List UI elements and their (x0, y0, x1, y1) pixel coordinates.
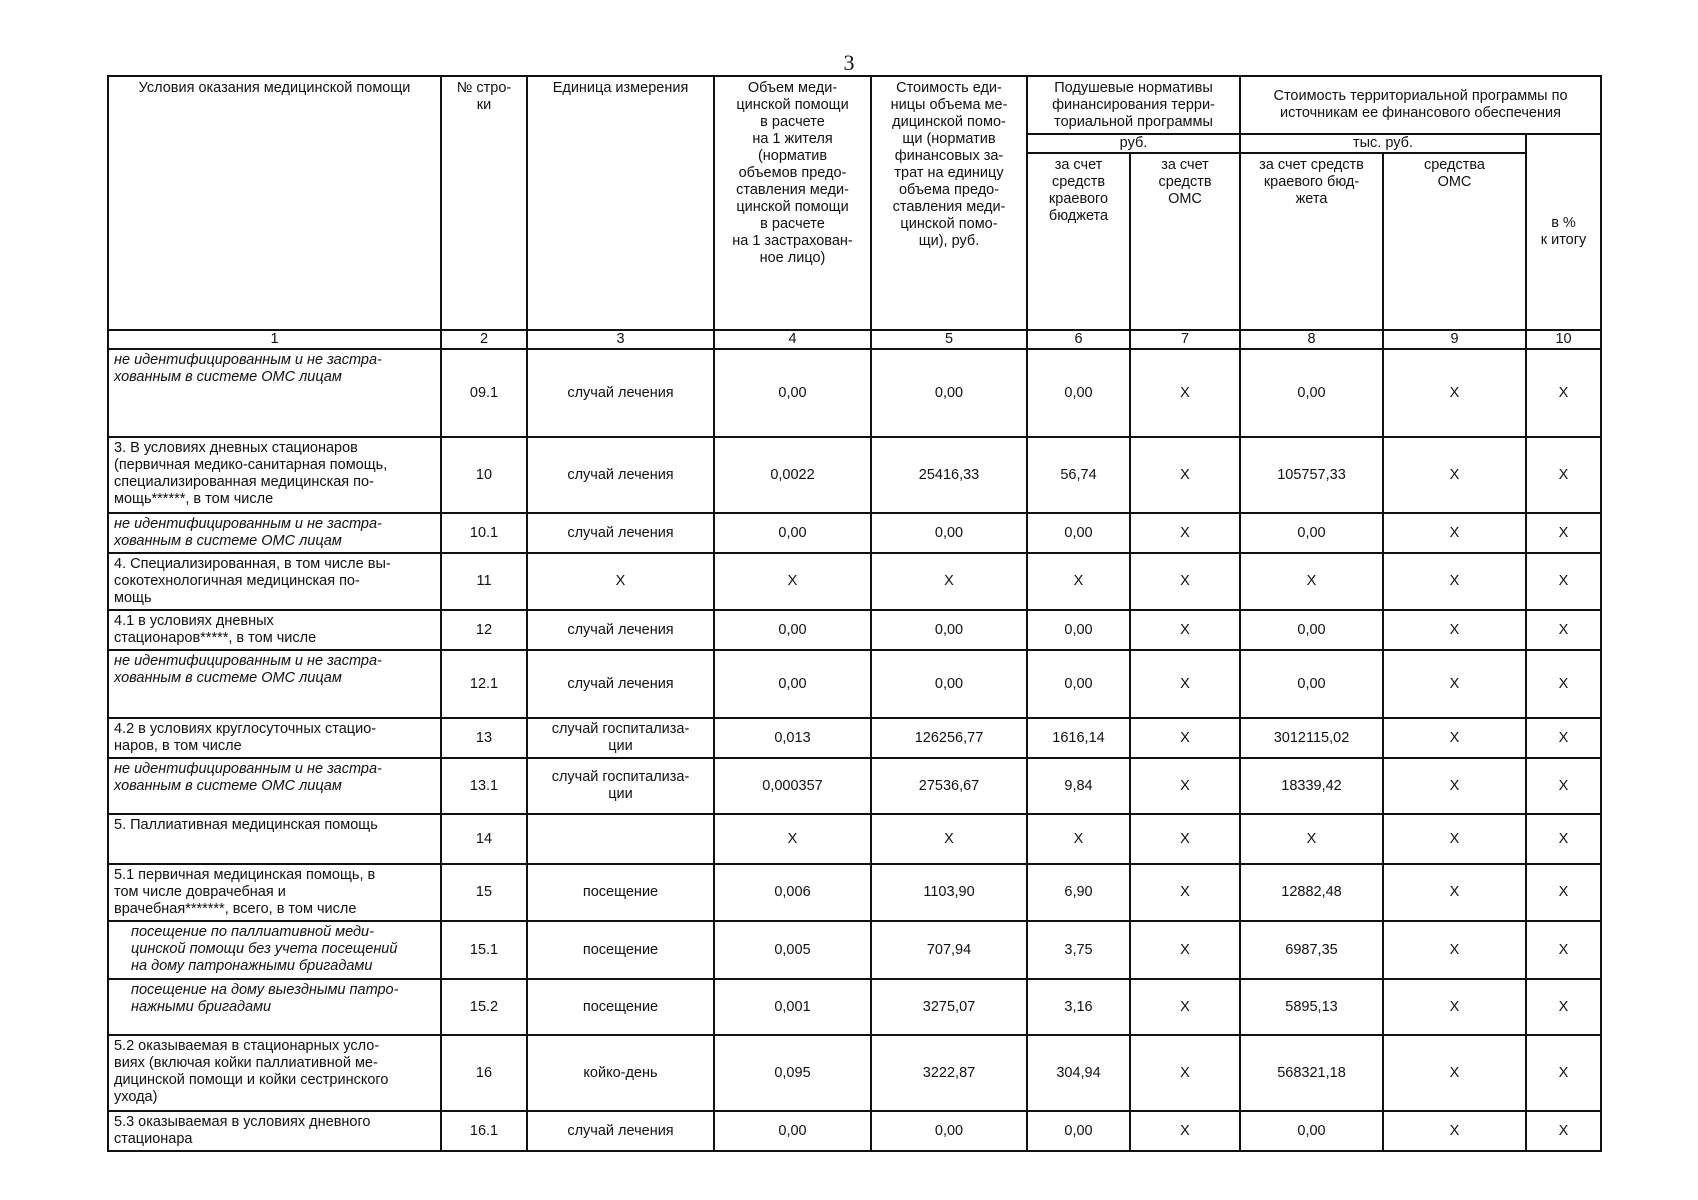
regional-budget-cost-cell: 0,00 (1240, 349, 1383, 437)
unit-cost-cell: 0,00 (871, 349, 1027, 437)
percent-cell: Х (1526, 921, 1601, 979)
header-oms-cost: средства ОМС (1383, 153, 1526, 330)
header-unit: Единица измерения (527, 76, 714, 330)
unit-cost-cell: 0,00 (871, 610, 1027, 650)
unit-cost-cell: 25416,33 (871, 437, 1027, 513)
table-row (108, 814, 1601, 864)
line-number-cell: 10.1 (441, 513, 527, 553)
volume-cell: 0,0022 (714, 437, 871, 513)
table-body (108, 349, 1601, 1151)
table-row (108, 437, 1601, 513)
unit-cost-cell: 126256,77 (871, 718, 1027, 758)
percent-cell: Х (1526, 553, 1601, 610)
unit-cell: случай лечения (527, 513, 714, 553)
volume-cell: 0,00 (714, 610, 871, 650)
percent-cell: Х (1526, 513, 1601, 553)
regional-budget-norm-cell: 9,84 (1027, 758, 1130, 814)
volume-cell: 0,00 (714, 349, 871, 437)
table-row (108, 553, 1601, 610)
volume-cell: 0,000357 (714, 758, 871, 814)
regional-budget-cost-cell: Х (1240, 814, 1383, 864)
column-number: 2 (441, 330, 527, 349)
column-number: 3 (527, 330, 714, 349)
volume-cell: 0,013 (714, 718, 871, 758)
percent-cell: Х (1526, 610, 1601, 650)
oms-cost-cell: Х (1383, 513, 1526, 553)
oms-norm-cell: Х (1130, 758, 1240, 814)
percent-cell: Х (1526, 758, 1601, 814)
condition-cell: 5.2 оказываемая в стационарных усло- виях (включая койки паллиативной ме- дицинской помощи и койки сестринского ухода) (108, 1035, 441, 1111)
oms-cost-cell: Х (1383, 610, 1526, 650)
header-program-cost-unit: тыс. руб. (1240, 134, 1526, 153)
percent-cell: Х (1526, 718, 1601, 758)
oms-norm-cell: Х (1130, 1035, 1240, 1111)
unit-cost-cell: 0,00 (871, 1111, 1027, 1151)
oms-cost-cell: Х (1383, 1111, 1526, 1151)
condition-cell: 4.2 в условиях круглосуточных стацио- наров, в том числе (108, 718, 441, 758)
regional-budget-norm-cell: 1616,14 (1027, 718, 1130, 758)
regional-budget-cost-cell: 18339,42 (1240, 758, 1383, 814)
oms-cost-cell: Х (1383, 437, 1526, 513)
regional-budget-cost-cell: 0,00 (1240, 610, 1383, 650)
condition-cell: 4.1 в условиях дневных стационаров*****, в том числе (108, 610, 441, 650)
regional-budget-norm-cell: 0,00 (1027, 610, 1130, 650)
unit-cell: случай лечения (527, 650, 714, 718)
unit-cell: случай лечения (527, 437, 714, 513)
line-number-cell: 16 (441, 1035, 527, 1111)
volume-cell: 0,001 (714, 979, 871, 1035)
column-number: 4 (714, 330, 871, 349)
volume-cell: 0,00 (714, 650, 871, 718)
regional-budget-norm-cell: 0,00 (1027, 513, 1130, 553)
unit-cell: посещение (527, 864, 714, 921)
line-number-cell: 10 (441, 437, 527, 513)
table-row (108, 1111, 1601, 1151)
oms-cost-cell: Х (1383, 864, 1526, 921)
column-number: 7 (1130, 330, 1240, 349)
condition-cell: 5.1 первичная медицинская помощь, в том числе доврачебная и врачебная*******, всего, в том числе (108, 864, 441, 921)
table-header (108, 76, 1601, 349)
oms-cost-cell: Х (1383, 979, 1526, 1035)
header-volume: Объем меди- цинской помощи в расчете на 1 жителя (норматив объемов предо- ставления меди- цинской помощи в расчете на 1 застрахован- ное лицо) (714, 76, 871, 330)
table-row (108, 610, 1601, 650)
regional-budget-cost-cell: 0,00 (1240, 513, 1383, 553)
line-number-cell: 12.1 (441, 650, 527, 718)
unit-cost-cell: 707,94 (871, 921, 1027, 979)
header-per-capita-unit: руб. (1027, 134, 1240, 153)
column-number: 1 (108, 330, 441, 349)
column-number: 9 (1383, 330, 1526, 349)
regional-budget-norm-cell: Х (1027, 553, 1130, 610)
volume-cell: Х (714, 814, 871, 864)
header-per-capita-norms: Подушевые нормативы финансирования терри- ториальной программы (1027, 76, 1240, 134)
condition-cell: 5.3 оказываемая в условиях дневного стационара (108, 1111, 441, 1151)
oms-cost-cell: Х (1383, 650, 1526, 718)
header-regional-budget-cost: за счет средств краевого бюд- жета (1240, 153, 1383, 330)
regional-budget-norm-cell: 304,94 (1027, 1035, 1130, 1111)
regional-budget-cost-cell: 0,00 (1240, 1111, 1383, 1151)
unit-cell (527, 814, 714, 864)
table-row (108, 650, 1601, 718)
line-number-cell: 15.2 (441, 979, 527, 1035)
line-number-cell: 12 (441, 610, 527, 650)
volume-cell: 0,095 (714, 1035, 871, 1111)
condition-cell: не идентифицированным и не застра- хованным в системе ОМС лицам (108, 758, 441, 814)
unit-cost-cell: Х (871, 553, 1027, 610)
regional-budget-norm-cell: 6,90 (1027, 864, 1130, 921)
regional-budget-norm-cell: 56,74 (1027, 437, 1130, 513)
unit-cost-cell: 1103,90 (871, 864, 1027, 921)
unit-cost-cell: Х (871, 814, 1027, 864)
regional-budget-cost-cell: 6987,35 (1240, 921, 1383, 979)
percent-cell: Х (1526, 1035, 1601, 1111)
line-number-cell: 15.1 (441, 921, 527, 979)
table-row (108, 979, 1601, 1035)
percent-cell: Х (1526, 864, 1601, 921)
regional-budget-norm-cell: 0,00 (1027, 650, 1130, 718)
oms-norm-cell: Х (1130, 979, 1240, 1035)
percent-cell: Х (1526, 437, 1601, 513)
line-number-cell: 15 (441, 864, 527, 921)
column-number: 5 (871, 330, 1027, 349)
column-number: 6 (1027, 330, 1130, 349)
unit-cell: случай лечения (527, 349, 714, 437)
line-number-cell: 14 (441, 814, 527, 864)
unit-cell: случай госпитализа- ции (527, 758, 714, 814)
regional-budget-cost-cell: 12882,48 (1240, 864, 1383, 921)
header-regional-budget-norm: за счет средств краевого бюджета (1027, 153, 1130, 330)
condition-cell: 5. Паллиативная медицинская помощь (108, 814, 441, 864)
table-row (108, 921, 1601, 979)
unit-cell: посещение (527, 979, 714, 1035)
header-program-cost: Стоимость территориальной программы по источникам ее финансового обеспечения (1240, 76, 1601, 134)
regional-budget-norm-cell: 3,16 (1027, 979, 1130, 1035)
line-number-cell: 09.1 (441, 349, 527, 437)
regional-budget-cost-cell: 5895,13 (1240, 979, 1383, 1035)
oms-norm-cell: Х (1130, 553, 1240, 610)
condition-cell: не идентифицированным и не застра- хованным в системе ОМС лицам (108, 349, 441, 437)
oms-cost-cell: Х (1383, 758, 1526, 814)
table-row (108, 1035, 1601, 1111)
regional-budget-cost-cell: 0,00 (1240, 650, 1383, 718)
condition-cell: не идентифицированным и не застра- хованным в системе ОМС лицам (108, 513, 441, 553)
unit-cell: посещение (527, 921, 714, 979)
regional-budget-cost-cell: 568321,18 (1240, 1035, 1383, 1111)
unit-cost-cell: 0,00 (871, 513, 1027, 553)
regional-budget-norm-cell: Х (1027, 814, 1130, 864)
table-row (108, 349, 1601, 437)
oms-cost-cell: Х (1383, 718, 1526, 758)
regional-budget-cost-cell: 105757,33 (1240, 437, 1383, 513)
volume-cell: 0,006 (714, 864, 871, 921)
column-number: 8 (1240, 330, 1383, 349)
unit-cell: случай лечения (527, 610, 714, 650)
condition-cell: посещение на дому выездными патро- нажными бригадами (108, 979, 441, 1035)
column-numbers-row (108, 330, 1601, 349)
oms-norm-cell: Х (1130, 718, 1240, 758)
table-row (108, 864, 1601, 921)
unit-cost-cell: 3275,07 (871, 979, 1027, 1035)
condition-cell: 4. Специализированная, в том числе вы- сокотехнологичная медицинская по- мощь (108, 553, 441, 610)
oms-norm-cell: Х (1130, 1111, 1240, 1151)
column-number: 10 (1526, 330, 1601, 349)
volume-cell: 0,00 (714, 513, 871, 553)
volume-cell: Х (714, 553, 871, 610)
header-unit-cost: Стоимость еди- ницы объема ме- дицинской помо- щи (норматив финансовых за- трат на единицу объема предо- ставления меди- цинской помо- щи), руб. (871, 76, 1027, 330)
unit-cell: случай лечения (527, 1111, 714, 1151)
page-number: 3 (843, 50, 855, 75)
regional-budget-cost-cell: Х (1240, 553, 1383, 610)
program-cost-table (107, 75, 1602, 1152)
regional-budget-norm-cell: 3,75 (1027, 921, 1130, 979)
unit-cell: случай госпитализа- ции (527, 718, 714, 758)
volume-cell: 0,005 (714, 921, 871, 979)
line-number-cell: 16.1 (441, 1111, 527, 1151)
table-row (108, 513, 1601, 553)
oms-norm-cell: Х (1130, 921, 1240, 979)
unit-cost-cell: 3222,87 (871, 1035, 1027, 1111)
percent-cell: Х (1526, 650, 1601, 718)
header-conditions: Условия оказания медицинской помощи (108, 76, 441, 330)
oms-norm-cell: Х (1130, 349, 1240, 437)
unit-cost-cell: 0,00 (871, 650, 1027, 718)
oms-cost-cell: Х (1383, 921, 1526, 979)
header-line-number: № стро- ки (441, 76, 527, 330)
header-percent-of-total: в % к итогу (1526, 134, 1601, 330)
oms-cost-cell: Х (1383, 553, 1526, 610)
line-number-cell: 11 (441, 553, 527, 610)
percent-cell: Х (1526, 814, 1601, 864)
oms-cost-cell: Х (1383, 1035, 1526, 1111)
percent-cell: Х (1526, 979, 1601, 1035)
unit-cell: койко-день (527, 1035, 714, 1111)
volume-cell: 0,00 (714, 1111, 871, 1151)
oms-norm-cell: Х (1130, 650, 1240, 718)
regional-budget-cost-cell: 3012115,02 (1240, 718, 1383, 758)
condition-cell: посещение по паллиативной меди- цинской помощи без учета посещений на дому патронажными бригадами (108, 921, 441, 979)
condition-cell: не идентифицированным и не застра- хованным в системе ОМС лицам (108, 650, 441, 718)
regional-budget-norm-cell: 0,00 (1027, 349, 1130, 437)
line-number-cell: 13.1 (441, 758, 527, 814)
oms-norm-cell: Х (1130, 814, 1240, 864)
oms-norm-cell: Х (1130, 864, 1240, 921)
unit-cost-cell: 27536,67 (871, 758, 1027, 814)
oms-cost-cell: Х (1383, 349, 1526, 437)
oms-norm-cell: Х (1130, 610, 1240, 650)
line-number-cell: 13 (441, 718, 527, 758)
percent-cell: Х (1526, 349, 1601, 437)
unit-cell: Х (527, 553, 714, 610)
oms-cost-cell: Х (1383, 814, 1526, 864)
oms-norm-cell: Х (1130, 513, 1240, 553)
oms-norm-cell: Х (1130, 437, 1240, 513)
condition-cell: 3. В условиях дневных стационаров (первичная медико-санитарная помощь, специализированная медицинская по- мощь******, в том числе (108, 437, 441, 513)
header-oms-norm: за счет средств ОМС (1130, 153, 1240, 330)
percent-cell: Х (1526, 1111, 1601, 1151)
table-row (108, 758, 1601, 814)
regional-budget-norm-cell: 0,00 (1027, 1111, 1130, 1151)
table-row (108, 718, 1601, 758)
